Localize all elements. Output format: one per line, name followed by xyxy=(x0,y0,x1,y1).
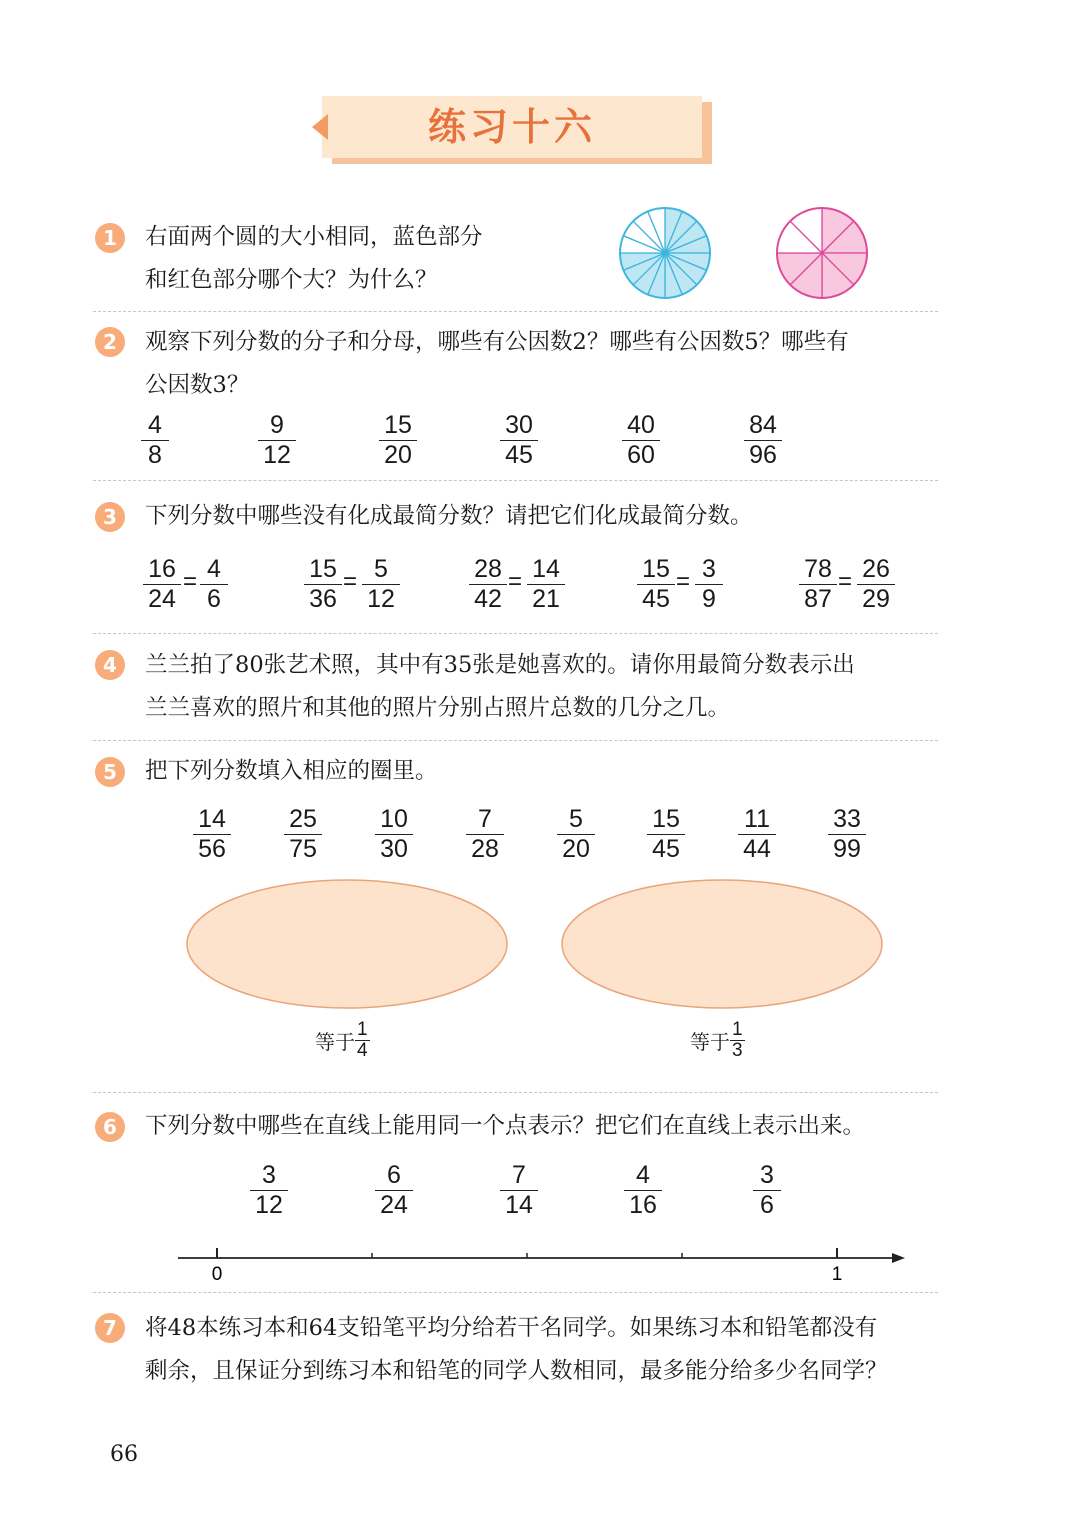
q3-fraction-original: $\frac{15}{45}$ xyxy=(637,555,675,614)
q2-fraction: $\frac{30}{45}$ xyxy=(500,411,538,470)
q3-fraction-original: $\frac{78}{87}$ xyxy=(799,555,837,614)
q3-fraction-result: $\frac{14}{21}$ xyxy=(527,555,565,614)
q6-fraction: $\frac{7}{14}$ xyxy=(500,1161,538,1220)
q6-fraction: $\frac{3}{6}$ xyxy=(753,1161,781,1220)
question-3-line-1: 下列分数中哪些没有化成最简分数？请把它们化成最简分数。 xyxy=(145,503,753,529)
axis-label-start: 0 xyxy=(211,1264,223,1285)
pink-circle-8-parts xyxy=(777,208,867,298)
equals-sign: = xyxy=(676,568,691,595)
q3-fraction-result: $\frac{5}{12}$ xyxy=(362,555,400,614)
q2-fraction: $\frac{9}{12}$ xyxy=(258,411,296,470)
question-number-6: 6 xyxy=(95,1112,125,1142)
q2-fraction: $\frac{40}{60}$ xyxy=(622,411,660,470)
answer-ellipse-one-third[interactable] xyxy=(562,880,882,1008)
q6-fraction: $\frac{6}{24}$ xyxy=(375,1161,413,1220)
left-ellipse-label xyxy=(315,1020,370,1061)
q3-fraction-result: $\frac{26}{29}$ xyxy=(857,555,895,614)
q5-fraction: $\frac{5}{20}$ xyxy=(557,805,595,864)
question-2-line-2: 公因数3？ xyxy=(145,372,250,398)
equals-sign: = xyxy=(838,568,853,595)
q3-fraction-result: $\frac{3}{9}$ xyxy=(695,555,723,614)
question-1-line-2: 和红色部分哪个大？为什么？ xyxy=(145,267,438,293)
q2-fraction: $\frac{84}{96}$ xyxy=(744,411,782,470)
q5-fraction: $\frac{7}{28}$ xyxy=(466,805,504,864)
number-line xyxy=(170,1240,915,1285)
divider xyxy=(93,311,938,312)
q5-fraction: $\frac{10}{30}$ xyxy=(375,805,413,864)
question-number-4: 4 xyxy=(95,650,125,680)
question-4-line-1: 兰兰拍了80张艺术照，其中有35张是她喜欢的。请你用最简分数表示出 xyxy=(145,652,855,678)
equals-sign: = xyxy=(183,568,198,595)
q3-fraction-original: $\frac{15}{36}$ xyxy=(304,555,342,614)
divider xyxy=(93,740,938,741)
divider xyxy=(93,480,938,481)
question-2-line-1: 观察下列分数的分子和分母，哪些有公因数2？哪些有公因数5？哪些有 xyxy=(145,329,849,355)
q2-fraction: $\frac{4}{8}$ xyxy=(141,411,169,470)
axis-label-end: 1 xyxy=(831,1264,843,1285)
question-number-5: 5 xyxy=(95,757,125,787)
arrow-right-icon xyxy=(892,1253,905,1263)
label-text: 等于 xyxy=(690,1030,730,1054)
q5-fraction: $\frac{25}{75}$ xyxy=(284,805,322,864)
fraction-circles xyxy=(612,200,882,310)
question-7-line-2: 剩余，且保证分到练习本和铅笔的同学人数相同，最多能分给多少名同学？ xyxy=(145,1358,888,1384)
blue-circle-16-parts xyxy=(620,208,710,298)
question-7-line-1: 将48本练习本和64支铅笔平均分给若干名同学。如果练习本和铅笔都没有 xyxy=(145,1315,878,1341)
q3-fraction-result: $\frac{4}{6}$ xyxy=(200,555,228,614)
title-banner xyxy=(312,96,712,166)
question-6-line-1: 下列分数中哪些在直线上能用同一个点表示？把它们在直线上表示出来。 xyxy=(145,1113,866,1139)
divider xyxy=(93,1092,938,1093)
label-fraction: $\frac{1}{3}$ xyxy=(732,1019,743,1061)
page-number: 66 xyxy=(110,1442,138,1467)
q3-fraction-original: $\frac{28}{42}$ xyxy=(469,555,507,614)
question-number-7: 7 xyxy=(95,1313,125,1343)
q5-fraction: $\frac{14}{56}$ xyxy=(193,805,231,864)
q6-fraction: $\frac{3}{12}$ xyxy=(250,1161,288,1220)
equals-sign: = xyxy=(508,568,523,595)
q2-fraction: $\frac{15}{20}$ xyxy=(379,411,417,470)
right-ellipse-label xyxy=(690,1020,745,1061)
answer-ellipses xyxy=(180,875,890,1015)
question-4-line-2: 兰兰喜欢的照片和其他的照片分别占照片总数的几分之几。 xyxy=(145,695,731,721)
divider xyxy=(93,1292,938,1293)
question-5-line-1: 把下列分数填入相应的圈里。 xyxy=(145,758,438,784)
answer-ellipse-one-fourth[interactable] xyxy=(187,880,507,1008)
label-fraction: $\frac{1}{4}$ xyxy=(357,1019,368,1061)
q5-fraction: $\frac{11}{44}$ xyxy=(738,805,776,864)
question-number-1: 1 xyxy=(95,223,125,253)
q6-fraction: $\frac{4}{16}$ xyxy=(624,1161,662,1220)
q3-fraction-original: $\frac{16}{24}$ xyxy=(143,555,181,614)
question-number-3: 3 xyxy=(95,502,125,532)
q5-fraction: $\frac{33}{99}$ xyxy=(828,805,866,864)
label-text: 等于 xyxy=(315,1030,355,1054)
question-1-line-1: 右面两个圆的大小相同，蓝色部分 xyxy=(145,224,483,250)
divider xyxy=(93,633,938,634)
question-number-2: 2 xyxy=(95,327,125,357)
page-title: 练习十六 xyxy=(427,104,596,149)
q5-fraction: $\frac{15}{45}$ xyxy=(647,805,685,864)
equals-sign: = xyxy=(343,568,358,595)
